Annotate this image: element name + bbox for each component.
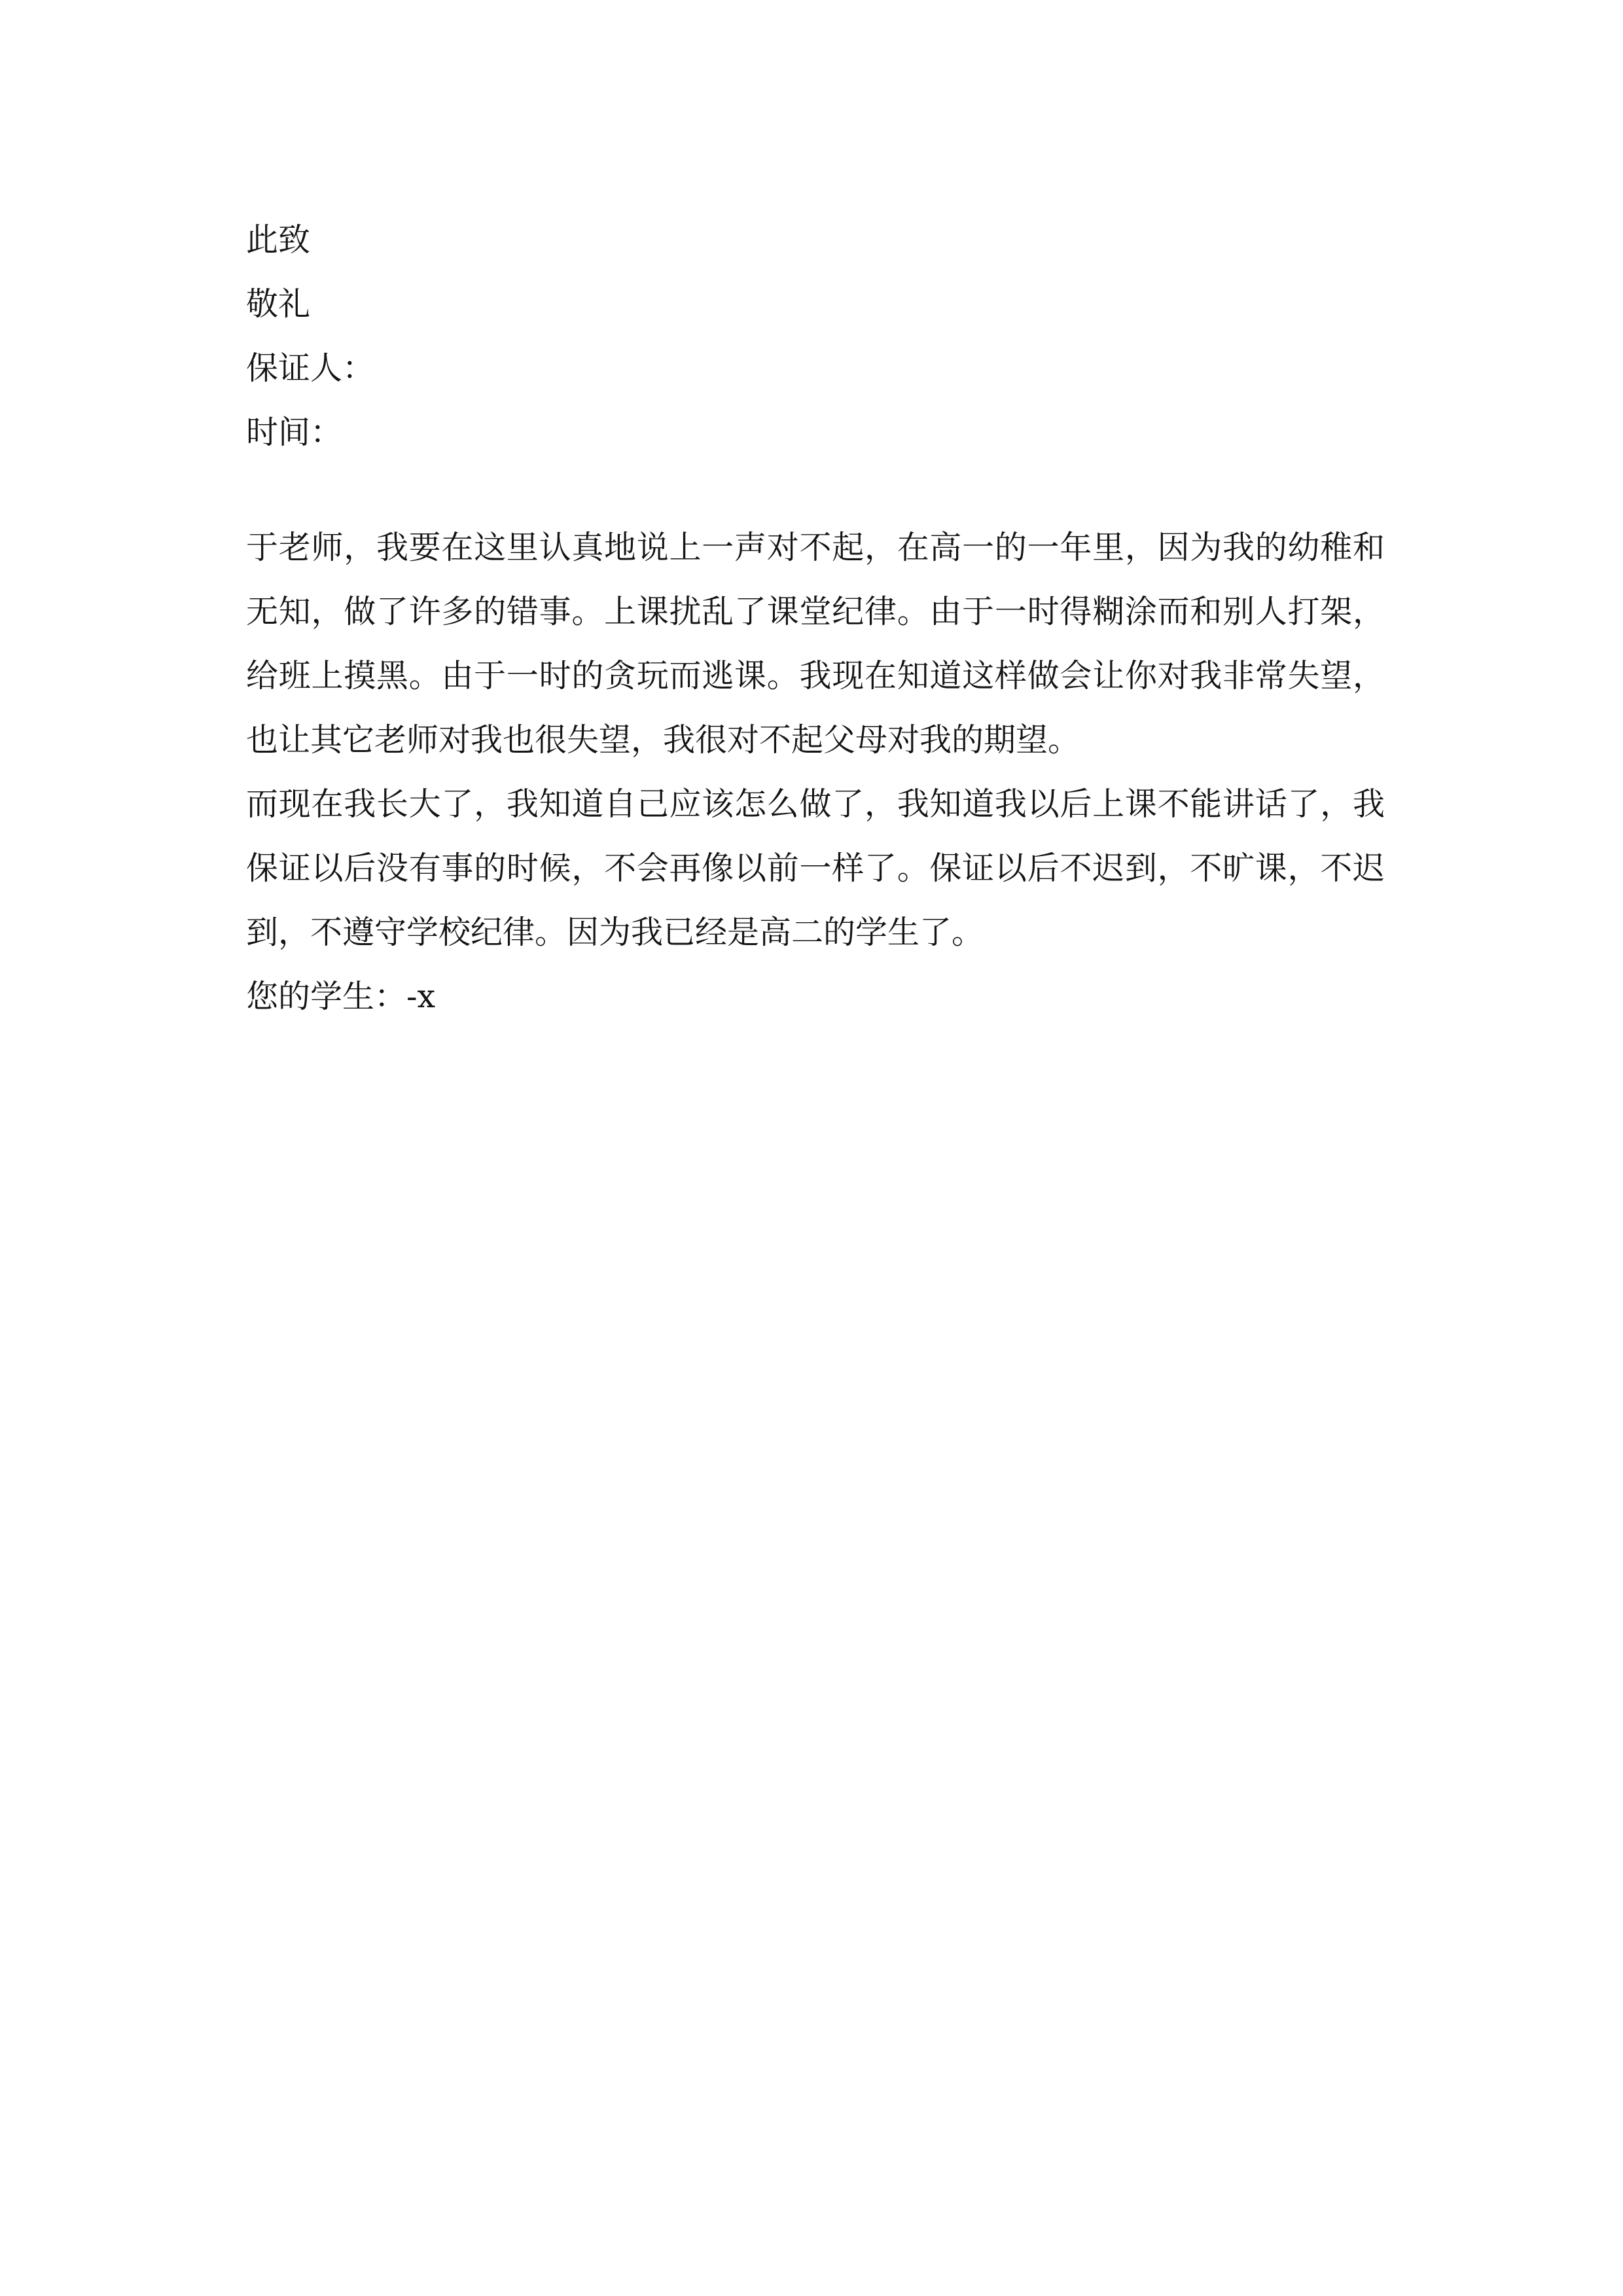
paragraph-promise: 而现在我长大了，我知道自己应该怎么做了，我知道我以后上课不能讲话了，我保证以后没有事的时候，不会再像以前一样了。保证以后不迟到，不旷课，不迟到，不遵守学校纪律。因为我已经是高二的学生了。 (246, 785, 1385, 951)
salutation: 此致 (246, 221, 311, 259)
time-label: 时间： (246, 414, 343, 451)
paragraph-apology: 于老师，我要在这里认真地说上一声对不起，在高一的一年里，因为我的幼稚和无知，做了许多的错事。上课扰乱了课堂纪律。由于一时得糊涂而和别人打架，给班上摸黑。由于一时的贪玩而逃课。我现在知道这样做会让你对我非常失望，也让其它老师对我也很失望，我很对不起父母对我的期望。 (246, 529, 1385, 759)
signature: 您的学生：-x (246, 978, 436, 1015)
letter-body (246, 516, 1385, 1029)
guarantor-label: 保证人： (246, 350, 375, 387)
letter-closing (246, 208, 1424, 465)
regards: 敬礼 (246, 285, 311, 323)
